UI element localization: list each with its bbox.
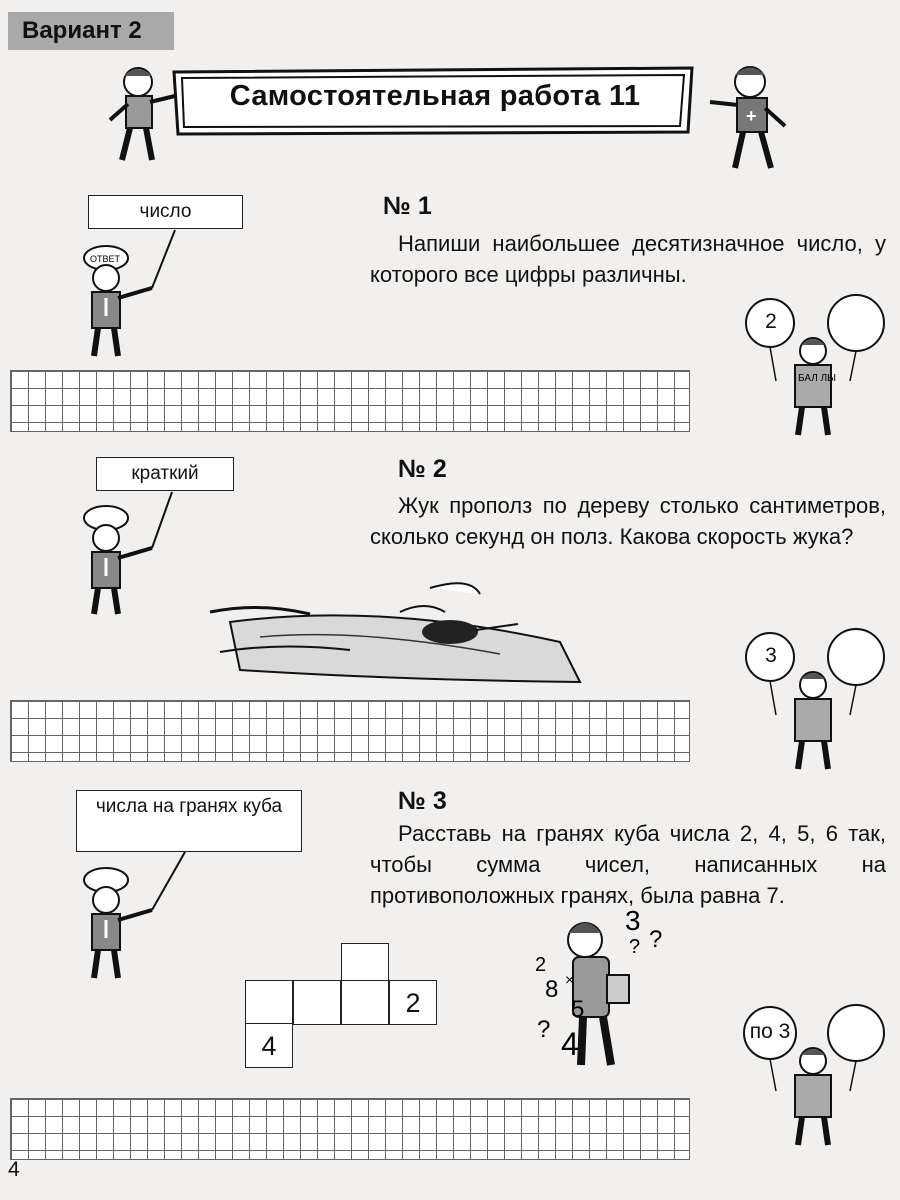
thinking-boy-illustration — [525, 905, 685, 1070]
symbol-8: ? — [537, 1016, 551, 1043]
task3-answer-label: числа на гранях куба — [76, 790, 302, 852]
boy-left-illustration — [100, 60, 180, 170]
variant-badge: Вариант 2 — [8, 12, 174, 50]
log-with-beetle-illustration — [200, 572, 595, 692]
page-number: 4 — [8, 1158, 20, 1181]
cube-net — [245, 943, 435, 1063]
task2-text: Жук прополз по дереву столько сантиметров, сколько секунд он полз. Какова скорость жука? — [370, 493, 886, 549]
symbol-4: 8 — [545, 976, 559, 1003]
task1-answer-label: число — [88, 195, 243, 229]
symbol-6: 5 — [571, 996, 585, 1023]
page-title: Самостоятельная работа 11 — [229, 80, 641, 112]
task2-answer-grid[interactable] — [10, 700, 690, 762]
task1-score: 2 — [765, 310, 777, 333]
task3-number: № 3 — [398, 787, 447, 815]
answer-boy-2 — [60, 490, 180, 620]
cube-face-1[interactable] — [245, 980, 293, 1025]
boy-right-illustration — [705, 60, 800, 180]
answer-boy-3 — [60, 850, 190, 985]
symbol-1: ? — [649, 926, 663, 953]
symbol-7: 4 — [561, 1026, 579, 1062]
task3-answer-grid[interactable] — [10, 1098, 690, 1160]
cube-face-given: 2 — [389, 980, 437, 1025]
task3-score: по 3 — [749, 1020, 791, 1043]
cap-text: ОТВЕТ — [90, 254, 121, 264]
symbol-0: 3 — [625, 905, 641, 936]
task2-score: 3 — [765, 644, 777, 667]
cube-face-3[interactable] — [341, 980, 389, 1025]
task3-text: Расставь на гранях куба числа 2, 4, 5, 6 так, чтобы сумма чисел, написанных на противоположных гранях, была равна 7. — [370, 821, 886, 908]
symbol-5: × — [565, 972, 575, 989]
task2-number: № 2 — [398, 455, 447, 483]
cube-face-2[interactable] — [293, 980, 341, 1025]
cross-symbol: + — [746, 106, 757, 126]
task1-answer-grid[interactable] — [10, 370, 690, 432]
task2-answer-label: краткий — [96, 457, 234, 491]
balloon-shirt-text: БАЛ ЛЫ — [798, 373, 836, 384]
cube-face-bottom-given: 4 — [245, 1023, 293, 1068]
task1-number: № 1 — [383, 192, 432, 220]
symbol-2: ? — [629, 936, 641, 958]
answer-boy-1 — [60, 228, 180, 363]
task1-text: Напиши наибольшее десятизначное число, у которого все цифры различны. — [370, 231, 886, 287]
symbol-3: 2 — [535, 954, 547, 976]
